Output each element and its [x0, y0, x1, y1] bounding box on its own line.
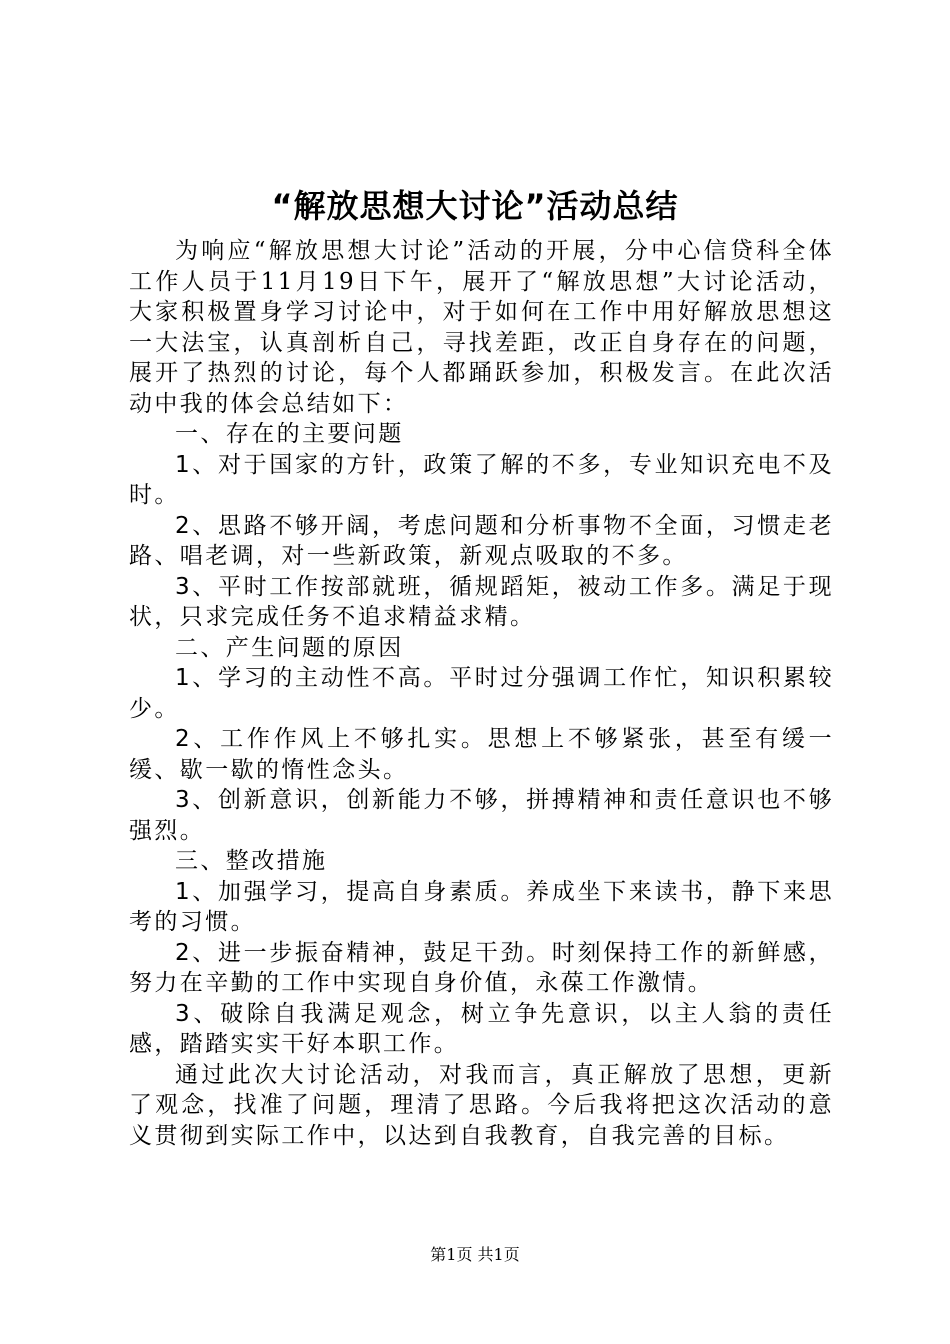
measure-item-2-detail: 时刻保持工作的新鲜感，努力在辛勤的工作中实现自身价值，永葆工作激情。	[129, 939, 834, 996]
measure-item-2	[129, 938, 834, 999]
measure-item-3: 3、破除自我满足观念，树立争先意识，以主人翁的责任感，踏踏实实干好本职工作。	[129, 1000, 834, 1057]
section-heading-causes: 二、产生问题的原因	[175, 634, 404, 661]
problem-item-3-detail: 满足于现状，只求完成任务不追求精益求精。	[129, 573, 834, 630]
section-heading-problems: 一、存在的主要问题	[175, 421, 404, 447]
measure-item-1-detail: 养成坐下来读书，静下来思考的习惯。	[129, 878, 834, 935]
problem-item-3	[129, 572, 834, 633]
cause-item-1	[129, 663, 834, 724]
document-title: “解放思想大讨论”活动总结	[271, 187, 679, 225]
page-number-footer: 第1页 共1页	[430, 1245, 520, 1264]
intro-paragraph: 为响应“解放思想大讨论”活动的开展，分中心信贷科全体工作人员于11月19日下午，展开了“解放思想”大讨论活动，大家积极置身学习讨论中，对于如何在工作中用好解放思想这一大法宝，认真剖析自己，寻找差距，改正自身存在的问题，展开了热烈的讨论，每个人都踊跃参加，积极发言。在此次活动中我的体会总结如下：	[129, 238, 834, 417]
problem-item-3-lead: 3、平时工作按部就班，循规蹈矩，被动工作多。	[175, 573, 732, 600]
problem-item-1: 1、对于国家的方针，政策了解的不多，专业知识充电不及时。	[129, 451, 834, 508]
conclusion-paragraph: 通过此次大讨论活动，对我而言，真正解放了思想，更新了观念，找准了问题，理清了思路。今后我将把这次活动的意义贯彻到实际工作中，以达到自我教育，自我完善的目标。	[129, 1061, 834, 1149]
measure-item-2-lead: 2、进一步振奋精神，鼓足干劲。	[175, 939, 552, 966]
cause-item-1-lead: 1、学习的主动性不高。	[175, 665, 450, 691]
cause-item-1-detail: 平时过分强调工作忙，知识积累较少。	[129, 665, 834, 722]
cause-item-2-detail: 思想上不够紧张，甚至有缓一缓、歇一歇的惰性念头。	[129, 726, 835, 783]
problem-item-2: 2、思路不够开阔，考虑问题和分析事物不全面，习惯走老路、唱老调，对一些新政策，新观点吸取的不多。	[129, 512, 834, 569]
cause-item-2	[129, 724, 834, 785]
measure-item-1	[129, 877, 834, 938]
measure-item-1-lead: 1、加强学习，提高自身素质。	[175, 878, 527, 905]
cause-item-2-lead: 2、工作作风上不够扎实。	[175, 726, 488, 752]
cause-item-3: 3、创新意识，创新能力不够，拼搏精神和责任意识也不够强烈。	[129, 787, 834, 844]
document-body	[129, 236, 834, 1151]
section-heading-measures: 三、整改措施	[175, 848, 328, 874]
